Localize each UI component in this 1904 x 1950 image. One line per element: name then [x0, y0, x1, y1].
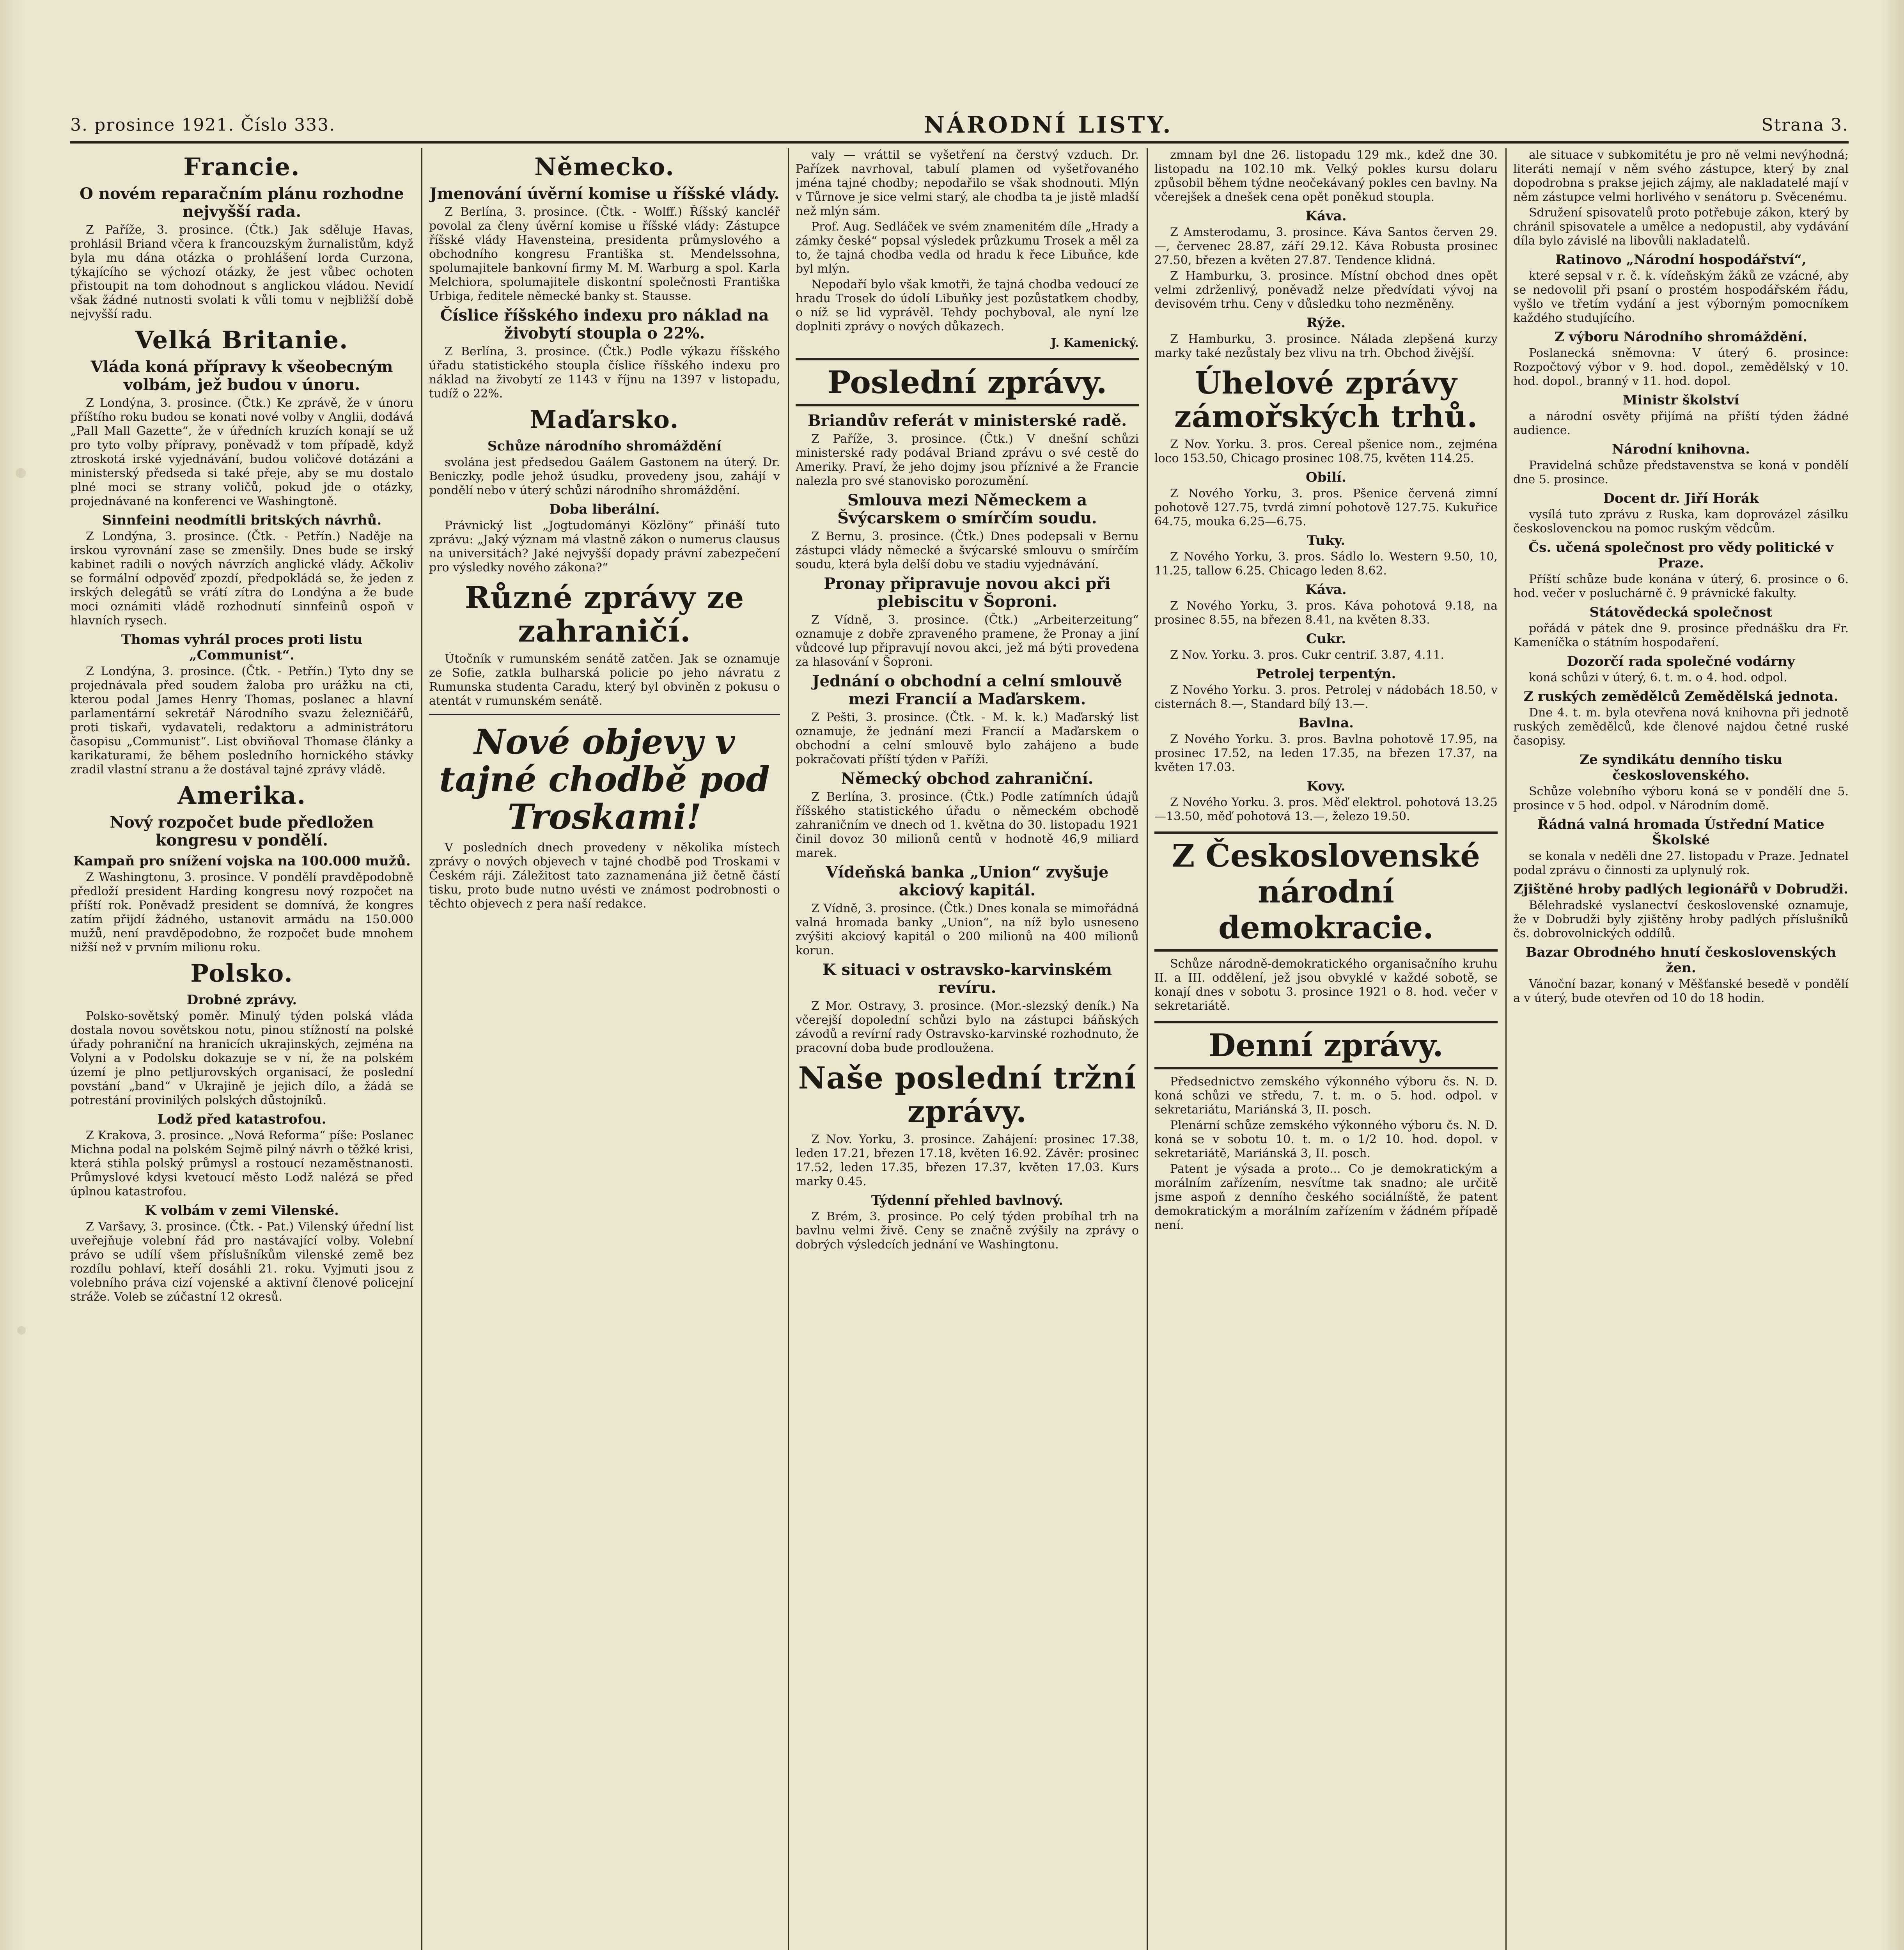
article-pronay: Z Vídně, 3. prosince. (Čtk.) „Arbeiterzeitung“ oznamuje z dobře zpraveného pramene, že Pronay a jiní vůdcové lup připravují novou akci, jež má býti provedena za hlasování v Šoproni. [796, 613, 1139, 669]
heading-state-society: Státovědecká společnost [1589, 604, 1773, 620]
article-lodz: Z Krakova, 3. prosince. „Nová Reforma“ píše: Poslanec Michna podal na polském Sejmě pilný návrh o těžké krisi, která stihla polský průmysl a rostoucí nezaměstnanosti. Průmyslové kdysi kvetoucí město Lodž nalézá se před úplnou katastrofou. [70, 1129, 413, 1198]
heading-briand: Briandův referát v ministerské radě. [807, 411, 1127, 430]
subheading-poland: Drobné zprávy. [186, 992, 297, 1008]
article-index: Z Berlína, 3. prosince. (Čtk.) Podle výkazu říšského úřadu statistického stoupla číslice říšského indexu pro náklad na živobytí ze 1143 v říjnu na 1397 v listopadu, tudíž o 22%. [429, 345, 780, 401]
column-2 [429, 148, 780, 1950]
paper-stain [17, 1326, 26, 1335]
article-graves: Bělehradské vyslanectví československé oznamuje, že v Dobrudži byly zjištěny hroby padlých příslušníků čs. dobrovolnických oddílů. [1513, 899, 1849, 940]
article-sugar: Z Nov. Yorku. 3. pros. Cukr centrif. 3.87, 4.11. [1170, 648, 1445, 662]
heading-coffee-ny: Káva. [1305, 582, 1347, 597]
column-3 [796, 148, 1139, 1950]
article-overseas: Z Nov. Yorku. 3. pros. Cereal pšenice nom., zejména loco 153.50, Chicago prosinec 108.75, květen 114.25. [1154, 438, 1498, 465]
article-matice: se konala v neděli dne 27. listopadu v Praze. Jednatel podal zprávu o činnosti za uplynulý rok. [1513, 849, 1849, 877]
article-fats: Z Nového Yorku, 3. pros. Sádlo lo. Western 9.50, 10, 11.25, tallow 6.25. Chicago leden 8.62. [1154, 550, 1498, 578]
article-horak: vysílá tuto zprávu z Ruska, kam doprovázel zásilku českoslovenckou na pomoc ruským vědcům. [1513, 508, 1849, 535]
heading-press-syndicate: Ze syndikátu denního tisku československého. [1580, 752, 1782, 783]
heading-petroleum: Petrolej terpentýn. [1256, 666, 1396, 682]
column-separator [421, 148, 422, 1950]
heading-grain: Obilí. [1306, 470, 1346, 485]
subheading-hungary: Schůze národního shromáždění [487, 438, 722, 454]
article-discovery: V posledních dnech provedeny v několika místech zprávy o nových objevech v tajné chodbě pod Troskami v Českém ráji. Záležitost tato zaznamenána již četně částí tisku, proto bude nutno uvésti ve známost podrobnosti o těchto objevech z pera naší redakce. [429, 841, 780, 911]
article-discovery-cont-3: Nepodaří bylo však kmotři, že tajná chodba vedoucí ze hradu Trosek do údolí Libuňky jest pozůstatkem chodby, o níž se lid vyprávěl. Tehdy pochyboval, ale nyní lze doplniti zprávy o nových důkazech. [796, 278, 1139, 333]
article-state-society: pořádá v pátek dne 9. prosince přednášku dra Fr. Kameníčka o státním hospodaření. [1513, 622, 1849, 649]
article-metals: Z Nového Yorku. 3. pros. Měď elektrol. pohotová 13.25—13.50, měď pohotová 13.—, železo 19.50. [1154, 796, 1498, 823]
column-5 [1513, 148, 1849, 1950]
article-authors-cont: ale situace v subkomitétu je pro ně velmi nevýhodná; literáti nemají v něm svého zástupce, který by znal dopodrobna s prakse jejich zájmy, ale nakladatelé mají v něm zástupce velmi horlivého v senátoru p. Svěcenému. [1513, 148, 1849, 204]
article-ministry: a národní osvěty přijímá na příští týden žádné audience. [1513, 410, 1849, 437]
heading-ostrava: K situaci v ostravsko-karvinském revíru. [822, 961, 1112, 997]
masthead-rule [70, 141, 1849, 144]
heading-bazaar: Bazar Obrodného hnutí československých žen. [1525, 945, 1837, 976]
article-ostrava: Z Mor. Ostravy, 3. prosince. (Mor.-slezský deník.) Na včerejší dopolední schůzi bylo na zástupci báňských závodů a revírní rady Ostravsko-karvinské rozhodnuto, že pracovní doba bude prodloužena. [796, 999, 1139, 1055]
article-assembly: Poslanecká sněmovna: V úterý 6. prosince: Rozpočtový výbor v 9. hod. dopol., zemědělský v 10. hod. dopol., branný v 11. hod. dopol. [1513, 346, 1849, 388]
page-number: Strana 3. [1761, 115, 1849, 135]
article-thomas: Z Londýna, 3. prosince. (Čtk. - Petřín.) Tyto dny se projednávala před soudem žaloba pro urážku na cti, kterou podal James Henry Thomas, poslanec a hlavní parlamentární sekretář Národního svazu železničářů, proti tiskaři, vydavateli, redaktoru a administrátoru časopisu „Communist“. List obviňoval Thomase články a karikaturami, že během posledního hornického stávky zradil vlastní stranu a že dostával tajné zprávy vládě. [70, 665, 413, 776]
heading-cotton-weekly: Týdenní přehled bavlnový. [871, 1193, 1064, 1208]
heading-bank: Vídeňská banka „Union“ zvyšuje akciový kapitál. [826, 863, 1109, 899]
article-coffee: Z Amsterodamu, 3. prosince. Káva Santos červen 29.—, červenec 28.87, září 29.12. Káva Robusta prosinec 27.50, březen a květen 27.87. Tendence klidná. [1154, 225, 1498, 267]
article-briand: Z Paříže, 3. prosince. (Čtk.) V dnešní schůzi ministerské rady podával Briand zprávu o své cestě do Ameriky. Praví, že jeho dojmy jsou příznivé a že Francie nalezla pro své stanovisko porozumění. [796, 432, 1139, 488]
heading-cotton: Bavlna. [1298, 715, 1354, 731]
article-bank: Z Vídně, 3. prosince. (Čtk.) Dnes konala se mimořádná valná hromada banky „Union“, na níž bylo usneseno zvýšiti akciový kapitál o 200 milionů na 400 milionů korun. [796, 902, 1139, 957]
heading-matice: Řádná valná hromada Ústřední Matice Školské [1537, 817, 1824, 848]
heading-coffee: Káva. [1305, 208, 1347, 224]
article-germany: Z Berlína, 3. prosince. (Čtk. - Wolff.) Říšský kancléř povolal za členy úvěrní komise u říšské vlády: Zástupce říšské vlády Havensteina, presidenta průmyslového a obchodního kongresu Františka st. Mendelssohna, spolumajitele bankovní firmy M. M. Warburg a spol. Karla Melchiora, spolumajitele diskontní společnosti Františka Urbiga, ředitele německé banky st. Stausse. [429, 205, 780, 303]
article-bazaar: Vánoční bazar, konaný v Měšťanské besedě v pondělí a v úterý, bude otevřen od 10 do 18 hodin. [1513, 977, 1849, 1005]
article-grain: Z Nového Yorku, 3. pros. Pšenice červená zimní pohotově 127.75, tvrdá zimní pohotově 127.75. Kukuřice 64.75, mouka 6.25—6.75. [1154, 487, 1498, 528]
heading-hungary: Maďarsko. [530, 405, 679, 434]
article-coffee-2: Z Hamburku, 3. prosince. Místní obchod dnes opět velmi zdrženlivý, poněvadž nelze předvídati vývoj na devisovém trhu. Ceny v důsledku toho nezměněny. [1154, 269, 1498, 311]
heading-ministry: Ministr školství [1622, 392, 1739, 408]
article-cotton-cont: zmnam byl dne 26. listopadu 129 mk., kdež dne 30. listopadu na 102.10 mk. Velký pokles kursu dolaru způsobil během týdne neočekávaný pokles cen bavlny. Na včerejšek a dnešek cena opět poněkud stoupla. [1154, 148, 1498, 204]
heading-trade: Jednání o obchodní a celní smlouvě mezi Francií a Maďarskem. [812, 672, 1122, 708]
article-trade: Z Pešti, 3. prosince. (Čtk. - M. k. k.) Maďarský list oznamuje, že jednání mezi Francií a Maďarskem o obchodní a celní smlouvě bylo zahájeno a bude pokračovati příští týden v Paříži. [796, 711, 1139, 766]
column-separator [1147, 148, 1148, 1950]
article-rice: Z Hamburku, 3. prosince. Nálada zlepšená kurzy marky také nezůstaly bez vlivu na trh. Obchod živější. [1154, 332, 1498, 360]
heading-overseas: Úhelové zprávy zámořských trhů. [1174, 365, 1478, 434]
heading-ratinov: Ratinovo „Národní hospodářství“, [1555, 252, 1806, 268]
heading-france: Francie. [183, 152, 300, 181]
heading-britain: Velká Britanie. [135, 326, 349, 354]
article-france: Z Paříže, 3. prosince. (Čtk.) Jak sděluje Havas, prohlásil Briand včera k francouzským žurnalistům, když byla mu dána otázka o prohlášení lorda Curzona, týkajícího se výchozí otázky, že jest vůbec ochoten přistoupit na tom dohodnout s anglickou vládou. Nevidí však žádné nutnosti svolati k vůli tomu v nejbližší době nejvyšší radu. [70, 223, 413, 321]
heading-america: Amerika. [177, 781, 307, 810]
article-treaty: Z Bernu, 3. prosince. (Čtk.) Dnes podepsali v Bernu zástupci vlády německé a švýcarské smlouvu o smírčím soudu, která byla delší dobu ve stadiu vyjednávání. [796, 530, 1139, 571]
article-hungary: svolána jest předsedou Gaálem Gastonem na úterý. Dr. Beniczky, podle jehož úsudku, provedeny jsou, zahájí v pondělí nebo v úterý schůzi národního shromáždění. [429, 456, 780, 497]
article-vilna: Z Varšavy, 3. prosince. (Čtk. - Pat.) Vilenský úřední list uveřejňuje volební řád pro nastávající volby. Volební právo se udílí všem příslušníkům vilenské země bez rozdílu pohlaví, kteří dosáhli 21. roku. Vyjmuti jsou z volebního práva cizí vojenské a aktivní členové policejní stráže. Voleb se zúčastní 12 okresů. [70, 1220, 413, 1304]
masthead [70, 109, 1849, 140]
column-separator [788, 148, 789, 1950]
heading-daily-news: Denní zprávy. [1154, 1021, 1498, 1069]
heading-party: Z Československé národní demokracie. [1154, 831, 1498, 952]
article-press-syndicate: Schůze volebního výboru koná se v pondělí dne 5. prosince v 5 hod. odpol. v Národním domě. [1513, 785, 1849, 812]
article-ratinov: které sepsal v r. č. k. vídeňským žáků ze vzácné, aby se nedovolil při psaní o prostém hospodářském řádu, vyšlo ve třetím vydání a jest výborným pomocníkem každého studujícího. [1513, 269, 1849, 325]
article-cotton-weekly: Z Brém, 3. prosince. Po celý týden probíhal trh na bavlnu velmi živě. Ceny se značně zvýšily na zprávy o dobrých výsledcích jednání ve Washingtonu. [796, 1210, 1139, 1252]
article-daily-1: Předsednictvo zemského výkonného výboru čs. N. D. koná schůzi ve středu, 7. t. m. o 5. hod. odpol. v sekretariátu, Mariánská 3, II. posch. [1154, 1075, 1498, 1117]
article-discovery-cont-2: Prof. Aug. Sedláček ve svém znamenitém díle „Hrady a zámky české“ popsal výsledek průzkumu Trosek a měl za to, že tajná chodba vedla od hradu k řece Libuňce, kde byl mlýn. [796, 220, 1139, 276]
heading-russian: Z ruských zemědělců Zemědělská jednota. [1523, 689, 1838, 704]
article-misc: Útočník v rumunském senátě zatčen. Jak se oznamuje ze Sofie, zatkla bulharská policie po jeho návratu z Rumunska studenta Caradu, který byl obviněn z pokusu o atentát v rumunském senátě. [429, 652, 780, 708]
paper-stain [16, 468, 26, 478]
heading-liberal: Doba liberální. [549, 502, 660, 517]
article-sinnfein: Z Londýna, 3. prosince. (Čtk. - Petřín.) Naděje na irskou vyrovnání zase se zmenšily. Dnes bude se irský kabinet radili o nových návrzích anglické vlády. Ačkoliv se formální odpověď zpozdí, předpokládá se, že jeden z irských delegátů se vrátí zítra do Londýna a že bude moci oznámiti vládě rozhodnutí sinnfeinů ospoň v hlavních rysech. [70, 530, 413, 628]
column-separator [1505, 148, 1507, 1950]
subheading-america-2: Kampaň pro snížení vojska na 100.000 mužů. [73, 853, 411, 869]
heading-assembly: Z výboru Národního shromáždění. [1554, 329, 1808, 345]
article-german-trade: Z Berlína, 3. prosince. (Čtk.) Podle zatímních údajů říšského statistického úřadu o německém obchodě zahraničním ve dnech od 1. května do 30. listopadu 1921 činil dovoz 30 milionů centů v hodnotě 46,9 miliard marek. [796, 790, 1139, 860]
article-petroleum: Z Nového Yorku. 3. pros. Petrolej v nádobách 18.50, v cisternách 8.—, Standard bílý 13.—. [1154, 683, 1498, 711]
issue-date: 3. prosince 1921. Číslo 333. [70, 115, 336, 135]
heading-poland: Polsko. [190, 959, 293, 987]
heading-markets: Naše poslední tržní zprávy. [798, 1060, 1136, 1129]
heading-vilna: K volbám v zemi Vilenské. [145, 1203, 339, 1218]
subheading-britain: Vláda koná přípravy k všeobecným volbám, jež budou v únoru. [90, 358, 393, 394]
article-authors-cont-2: Sdružení spisovatelů proto potřebuje zákon, který by chránil spisovatele a umělce a nedopustil, aby vydávání díla bylo závislé na libovůli nakladatelů. [1513, 206, 1849, 248]
heading-misc: Různé zprávy ze zahraničí. [464, 580, 745, 649]
heading-fats: Tuky. [1307, 533, 1346, 548]
paper-title: NÁRODNÍ LISTY. [924, 112, 1173, 138]
heading-lawyers: Čs. učená společnost pro vědy politické v Praze. [1528, 540, 1833, 571]
heading-graves: Zjištěné hroby padlých legionářů v Dobrudži. [1513, 881, 1849, 897]
heading-index: Číslice říšského indexu pro náklad na živobytí stoupla o 22%. [440, 306, 769, 342]
heading-germany: Německo. [534, 152, 675, 181]
article-cotton: Z Nového Yorku. 3. pros. Bavlna pohotově 17.95, na prosinec 17.52, na leden 17.35, na březen 17.37, na květen 17.03. [1154, 732, 1498, 774]
heading-treaty: Smlouva mezi Německem a Švýcarskem o smírčím soudu. [837, 491, 1097, 527]
article-daily-2: Plenární schůze zemského výkonného výboru čs. N. D. koná se v sobotu 10. t. m. o 1/2 10. hod. dopol. v sekretariátě, Mariánská 3, II. posch. [1154, 1119, 1498, 1160]
heading-rice: Rýže. [1306, 315, 1346, 331]
author-signature: J. Kamenický. [1051, 336, 1139, 350]
heading-waterworks: Dozorčí rada společné vodárny [1567, 654, 1795, 669]
article-britain: Z Londýna, 3. prosince. (Čtk.) Ke zprávě, že v únoru příštího roku budou se konati nové volby v Anglii, dodává „Pall Mall Gazette“, že v úředních kruzích konají se už pro tyto volby přípravy, poněvadž v tom případě, když ztroskotá irské vyjednávání, budou voličové dotázáni a ministerský předseda si také přeje, aby se mu dostalo plné moci se strany voličů, pokud jde o otázky, projednávané na konferenci ve Washingtoně. [70, 396, 413, 508]
heading-horak: Docent dr. Jiří Horák [1603, 491, 1759, 506]
article-poland: Polsko-sovětský poměr. Minulý týden polská vláda dostala novou sovětskou notu, pinou stížností na polské úřady pohraniční na hranicích ukrajinských, zejména na Volyni a v Podolsku dokazuje se v ní, že na polském území je plno petljurovských organisací, že poslední povstání „band“ v Ukrajině je jejich dílo, a žádá se potrestání provinilých polských důstojníků. [70, 1009, 413, 1107]
article-daily-3: Patent je výsada a proto... Co je demokratickým a morálním zařízením, nesvítme tak snadno; ale určitě jsme aspoň z denního českého sociálníště, že patent demokratickým a morálním zařízením v žádném případě není. [1154, 1162, 1498, 1232]
heading-library: Národní knihovna. [1612, 441, 1750, 457]
heading-latest-news: Poslední zprávy. [796, 358, 1139, 406]
subheading-france: O novém reparačním plánu rozhodne nejvyšší rada. [80, 184, 404, 221]
heading-lodz: Lodž před katastrofou. [157, 1112, 326, 1127]
heading-sugar: Cukr. [1306, 631, 1346, 647]
article-coffee-ny: Z Nového Yorku, 3. pros. Káva pohotová 9.18, na prosinec 8.55, na březen 8.41, na květen 8.33. [1154, 599, 1498, 627]
subheading-america: Nový rozpočet bude předložen kongresu v pondělí. [110, 813, 374, 849]
article-america: Z Washingtonu, 3. prosince. V pondělí pravděpodobně předloží president Harding kongresu nový rozpočet na příští rok. Poněvadž president se domnívá, že kongres zatím přijdí žádného, ustanovit armádu na 150.000 mužů, není pravděpodobno, že rozpočet bude mnohem nižší než v prvním milionu roku. [70, 870, 413, 954]
subheading-germany: Jmenování úvěrní komise u říšské vlády. [429, 184, 780, 203]
divider [429, 714, 780, 715]
article-party: Schůze národně-demokratického organisačního kruhu II. a III. oddělení, jež jsou obvyklé v každé sobotě, se konají dnes v sobotu 3. prosince 1921 o 8. hod. večer v sekretariátě. [1154, 957, 1498, 1013]
article-markets: Z Nov. Yorku, 3. prosince. Zahájení: prosinec 17.38, leden 17.21, březen 17.18, květen 16.92. Závěr: prosinec 17.52, leden 17.35, březen 17.37, květen 17.03. Kurs marky 0.45. [796, 1133, 1139, 1188]
heading-thomas: Thomas vyhrál proces proti listu „Communist“. [121, 632, 363, 663]
article-lawyers: Příští schůze bude konána v úterý, 6. prosince o 6. hod. večer v posluchárně č. 9 právnické fakulty. [1513, 573, 1849, 600]
heading-sinnfein: Sinnfeini neodmítli britských návrhů. [102, 512, 382, 528]
heading-german-trade: Německý obchod zahraniční. [841, 769, 1094, 788]
heading-pronay: Pronay připravuje novou akci při plebiscitu v Šoproni. [824, 574, 1111, 611]
column-4 [1154, 148, 1498, 1950]
article-russian: Dne 4. t. m. byla otevřena nová knihovna při jednotě ruských zemědělců, kde členové najdou četné ruské časopisy. [1513, 706, 1849, 748]
article-liberal: Právnický list „Jogtudományi Közlöny“ přináší tuto zprávu: „Jaký význam má vlastně zákon o numerus clausus na universitách? Jaké nejvyšší dopady právní zabezpečení pro výsledky nového zákona?“ [429, 519, 780, 574]
article-discovery-cont: valy — vráttil se vyšetření na čerstvý vzduch. Dr. Pařízek navrhoval, tabulí plamen od vyšetřovaného jména tajné chodby; nepodařilo se však shodnouti. Mlýn v Tůrnove je sice velmi starý, ale chodba ta je jistě mladší než mlýn sám. [796, 148, 1139, 218]
heading-metals: Kovy. [1307, 778, 1346, 794]
heading-discovery: Nové objevy v tajné chodbě pod Troskami! [439, 722, 770, 837]
article-waterworks: koná schůzi v úterý, 6. t. m. o 4. hod. odpol. [1529, 671, 1787, 684]
column-1 [70, 148, 413, 1950]
article-library: Pravidelná schůze představenstva se koná v pondělí dne 5. prosince. [1513, 459, 1849, 486]
